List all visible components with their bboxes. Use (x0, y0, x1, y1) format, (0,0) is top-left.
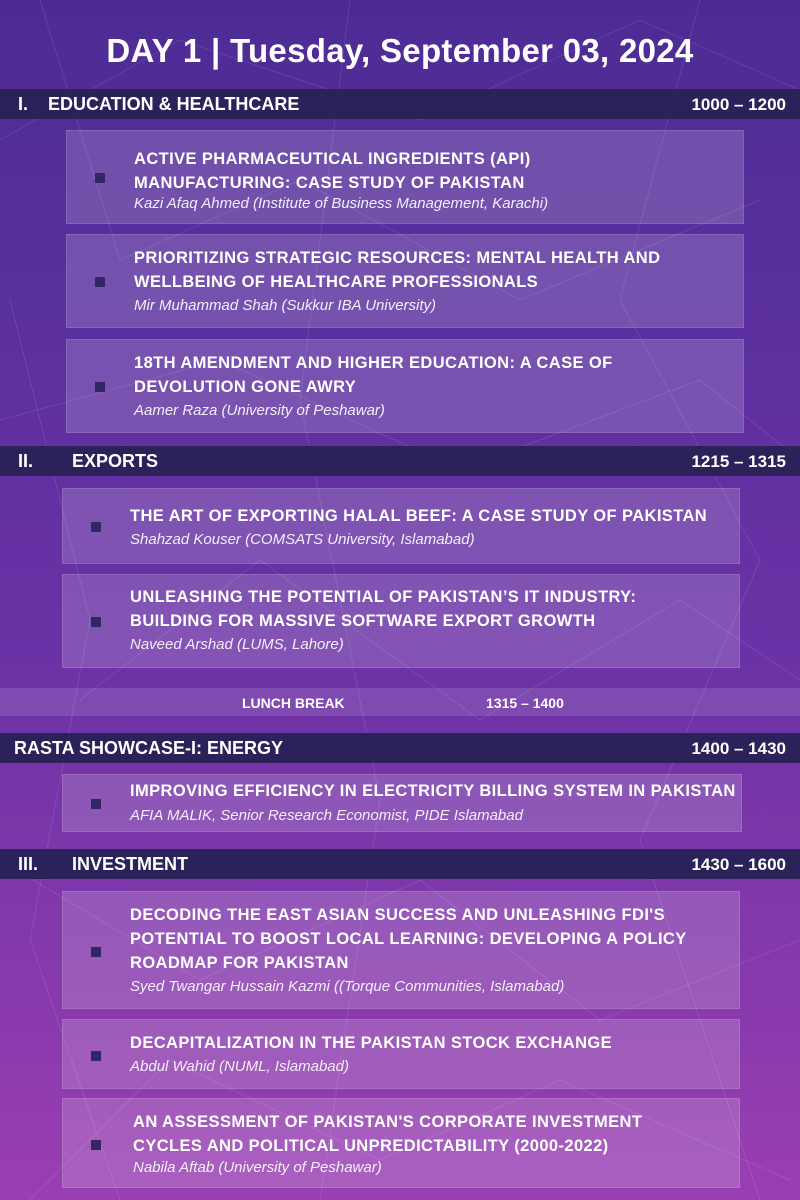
section-time: 1400 – 1430 (691, 739, 786, 758)
session-card (62, 1098, 740, 1188)
bullet-icon (95, 277, 105, 287)
section-header-investment (0, 849, 800, 879)
session-card (62, 1019, 740, 1089)
section-name: RASTA SHOWCASE-I: ENERGY (14, 737, 284, 758)
session-title: PRIORITIZING STRATEGIC RESOURCES: MENTAL HEALTH AND WELLBEING OF HEALTHCARE PROFESSIONALS (134, 249, 661, 291)
lunch-label: LUNCH BREAK (242, 695, 345, 711)
session-author: Naveed Arshad (LUMS, Lahore) (130, 636, 344, 653)
bullet-icon (95, 382, 105, 392)
section-name: INVESTMENT (72, 853, 189, 874)
section-time: 1430 – 1600 (691, 855, 786, 874)
session-author: Abdul Wahid (NUML, Islamabad) (130, 1058, 349, 1075)
session-card (62, 891, 740, 1009)
bullet-icon (91, 947, 101, 957)
session-author: Kazi Afaq Ahmed (Institute of Business Management, Karachi) (134, 195, 549, 212)
session-card (66, 234, 744, 328)
session-card (66, 339, 744, 433)
session-title: IMPROVING EFFICIENCY IN ELECTRICITY BILLING SYSTEM IN PAKISTAN (130, 782, 736, 800)
session-author: Syed Twangar Hussain Kazmi ((Torque Communities, Islamabad) (130, 978, 565, 995)
session-author: AFIA MALIK, Senior Research Economist, PIDE Islamabad (130, 807, 523, 824)
session-title: THE ART OF EXPORTING HALAL BEEF: A CASE STUDY OF PAKISTAN (130, 507, 708, 525)
section-name: EDUCATION & HEALTHCARE (48, 93, 300, 114)
session-card (62, 774, 742, 832)
session-title: 18TH AMENDMENT AND HIGHER EDUCATION: A CASE OF DEVOLUTION GONE AWRY (134, 354, 613, 396)
bullet-icon (95, 173, 105, 183)
section-time: 1000 – 1200 (691, 95, 786, 114)
session-author: Aamer Raza (University of Peshawar) (134, 402, 385, 419)
session-author: Nabila Aftab (University of Peshawar) (133, 1159, 382, 1176)
session-title: UNLEASHING THE POTENTIAL OF PAKISTAN’S IT INDUSTRY: BUILDING FOR MASSIVE SOFTWARE EXPORT GROWTH (130, 588, 637, 630)
section-header-exports (0, 446, 800, 476)
session-title: DECAPITALIZATION IN THE PAKISTAN STOCK EXCHANGE (130, 1034, 613, 1052)
section-number: I. (18, 93, 29, 114)
session-author: Mir Muhammad Shah (Sukkur IBA University) (134, 297, 437, 314)
section-name: EXPORTS (72, 450, 159, 471)
session-title: AN ASSESSMENT OF PAKISTAN'S CORPORATE INVESTMENT CYCLES AND POLITICAL UNPREDICTABILITY (2000-2022) (133, 1113, 643, 1155)
section-number: II. (18, 450, 34, 471)
page-title: DAY 1 | Tuesday, September 03, 2024 (106, 32, 694, 69)
lunch-break-bar (0, 688, 800, 716)
session-card (66, 130, 744, 224)
section-time: 1215 – 1315 (691, 452, 786, 471)
session-title: DECODING THE EAST ASIAN SUCCESS AND UNLEASHING FDI'S POTENTIAL TO BOOST LOCAL LEARNING: DEVELOPING A POLICY ROADMAP FOR PAKISTAN (130, 906, 687, 972)
bullet-icon (91, 1051, 101, 1061)
section-number: III. (18, 853, 39, 874)
session-title: ACTIVE PHARMACEUTICAL INGREDIENTS (API) MANUFACTURING: CASE STUDY OF PAKISTAN (134, 150, 531, 192)
session-author: Shahzad Kouser (COMSATS University, Islamabad) (130, 531, 475, 548)
lunch-time: 1315 – 1400 (486, 695, 564, 711)
bullet-icon (91, 617, 101, 627)
section-header-education (0, 89, 800, 119)
bullet-icon (91, 799, 101, 809)
bullet-icon (91, 522, 101, 532)
bullet-icon (91, 1140, 101, 1150)
section-header-rasta-showcase (0, 733, 800, 763)
session-card (62, 574, 740, 668)
session-card (62, 488, 740, 564)
